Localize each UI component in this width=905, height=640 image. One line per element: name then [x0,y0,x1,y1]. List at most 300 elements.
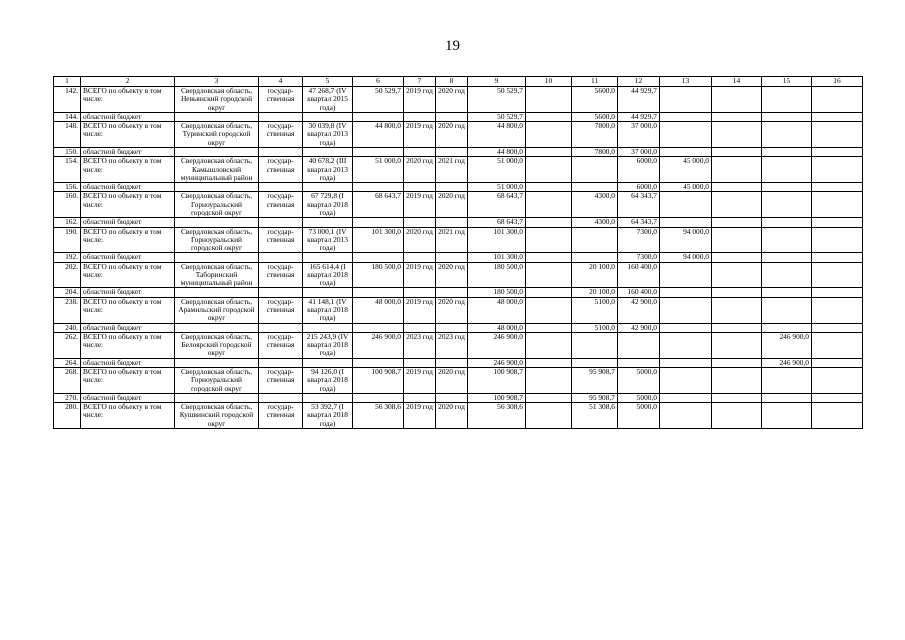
table-cell [303,288,353,297]
table-cell [812,288,863,297]
table-cell [812,358,863,367]
table-cell [660,192,712,218]
object-row [54,368,863,394]
table-cell: 2019 год [404,87,436,113]
table-cell: 7300,0 [618,227,660,253]
table-cell [812,192,863,218]
table-cell [712,87,762,113]
table-cell: 50 529,7 [353,87,404,113]
object-row [54,332,863,358]
table-cell: 2020 год [436,87,468,113]
table-cell [572,253,618,262]
table-cell: 2019 год [404,403,436,429]
table-cell [762,147,812,156]
table-cell: 94 000,0 [660,253,712,262]
object-row [54,403,863,429]
table-cell: Свердловская область, Белоярский городской округ [175,332,259,358]
table-cell [303,358,353,367]
table-cell: 142. [54,87,81,113]
table-cell [175,112,259,121]
table-cell [526,253,572,262]
table-cell [526,183,572,192]
table-cell: 48 000,0 [468,297,526,323]
object-row [54,227,863,253]
table-cell: 45 000,0 [660,183,712,192]
table-cell [812,112,863,121]
table-cell [436,112,468,121]
table-cell [526,112,572,121]
table-cell [175,183,259,192]
table-cell: 48 000,0 [468,323,526,332]
table-cell: 156. [54,183,81,192]
table-cell: государ-ственная [259,122,303,148]
table-cell [259,393,303,402]
column-number: 14 [712,77,762,87]
table-cell [572,332,618,358]
table-cell: областной бюджет [81,112,175,121]
table-cell: 264. [54,358,81,367]
column-number: 16 [812,77,863,87]
table-cell: 48 000,0 [353,297,404,323]
table-cell: 44 929,7 [618,87,660,113]
table-cell: 2020 год [436,403,468,429]
budget-row [54,358,863,367]
column-number: 7 [404,77,436,87]
table-cell: 5100,0 [572,297,618,323]
table-cell: областной бюджет [81,393,175,402]
table-cell: 160 400,0 [618,288,660,297]
table-cell: 238. [54,297,81,323]
table-cell [762,157,812,183]
budget-row [54,147,863,156]
budget-row [54,323,863,332]
table-cell: 246 900,0 [762,332,812,358]
table-cell [812,218,863,227]
table-cell [762,112,812,121]
table-cell: областной бюджет [81,323,175,332]
column-number: 8 [436,77,468,87]
table-cell: 64 343,7 [618,218,660,227]
column-number: 9 [468,77,526,87]
table-cell [526,358,572,367]
table-cell [259,183,303,192]
table-cell: Свердловская область, Горноуральский городской округ [175,192,259,218]
table-cell [404,112,436,121]
table-cell: 190. [54,227,81,253]
budget-row [54,183,863,192]
table-cell [660,262,712,288]
table-cell: 56 308,6 [468,403,526,429]
table-cell: 7300,0 [618,253,660,262]
table-cell [303,393,353,402]
table-cell [812,157,863,183]
table-cell [712,183,762,192]
table-cell [812,262,863,288]
table-cell [436,288,468,297]
column-number: 6 [353,77,404,87]
table-cell: государ-ственная [259,262,303,288]
table-cell [175,393,259,402]
column-number: 15 [762,77,812,87]
table-cell: 44 929,7 [618,112,660,121]
table-cell [660,323,712,332]
table-cell: 160. [54,192,81,218]
table-cell: 180 500,0 [353,262,404,288]
table-cell: ВСЕГО по объекту в том числе: [81,227,175,253]
table-cell [572,227,618,253]
table-cell [526,403,572,429]
table-cell [712,157,762,183]
table-cell: 4300,0 [572,192,618,218]
table-cell [572,183,618,192]
table-cell [404,358,436,367]
table-cell: 68 643,7 [353,192,404,218]
budget-row [54,112,863,121]
table-cell [712,323,762,332]
table-cell: 5100,0 [572,323,618,332]
table-cell [660,358,712,367]
table-cell: 148. [54,122,81,148]
table-cell: 2019 год [404,192,436,218]
table-cell: 162. [54,218,81,227]
table-cell [812,332,863,358]
column-number: 11 [572,77,618,87]
table-cell: 2019 год [404,297,436,323]
table-cell [762,323,812,332]
table-cell: 101 300,0 [468,227,526,253]
table-cell [660,368,712,394]
table-cell: Свердловская область, Кушвинский городской округ [175,403,259,429]
table-cell: Свердловская область, Невьянский городской округ [175,87,259,113]
table-cell [526,157,572,183]
table-cell: 40 678,2 (III квартал 2013 года) [303,157,353,183]
table-cell [436,218,468,227]
table-cell [660,403,712,429]
table-cell [812,253,863,262]
table-cell [712,227,762,253]
table-cell [572,358,618,367]
table-cell: 180 500,0 [468,288,526,297]
table-cell: 50 529,7 [468,112,526,121]
table-cell: 4300,0 [572,218,618,227]
table-cell: 2023 год [436,332,468,358]
table-cell [812,122,863,148]
table-cell [762,288,812,297]
table-cell: областной бюджет [81,288,175,297]
table-cell: 101 300,0 [468,253,526,262]
table-cell [353,358,404,367]
table-cell: 5600,0 [572,112,618,121]
table-cell: 51 000,0 [468,157,526,183]
table-cell: 165 614,4 (I квартал 2018 года) [303,262,353,288]
table-cell: ВСЕГО по объекту в том числе: [81,157,175,183]
table-cell [303,218,353,227]
table-cell: 7800,0 [572,122,618,148]
table-cell [526,297,572,323]
table-cell [572,157,618,183]
table-cell [526,332,572,358]
table-cell: 215 243,9 (IV квартал 2018 года) [303,332,353,358]
table-cell: ВСЕГО по объекту в том числе: [81,297,175,323]
table-cell: 2019 год [404,122,436,148]
table-cell [762,393,812,402]
table-cell: 246 900,0 [353,332,404,358]
table-cell [812,393,863,402]
table-cell [712,332,762,358]
table-cell [660,218,712,227]
table-cell [762,262,812,288]
table-cell: государ-ственная [259,227,303,253]
table-cell: 262. [54,332,81,358]
budget-row [54,218,863,227]
table-cell [660,87,712,113]
table-cell: 204. [54,288,81,297]
table-cell [404,218,436,227]
table-cell: 42 900,0 [618,323,660,332]
table-cell: 246 900,0 [762,358,812,367]
table-cell: 30 039,8 (IV квартал 2013 года) [303,122,353,148]
table-cell: 2020 год [436,297,468,323]
table-cell [303,147,353,156]
table-cell [259,112,303,121]
table-cell: государ-ственная [259,192,303,218]
table-cell [812,297,863,323]
table-cell [303,253,353,262]
table-cell: 56 308,6 [353,403,404,429]
table-cell [259,253,303,262]
column-number: 4 [259,77,303,87]
table-cell [436,358,468,367]
table-cell: 51 000,0 [468,183,526,192]
table-cell: ВСЕГО по объекту в том числе: [81,122,175,148]
table-cell: 64 343,7 [618,192,660,218]
table-cell: 100 908,7 [468,368,526,394]
table-cell [175,218,259,227]
table-cell: 51 000,0 [353,157,404,183]
budget-row [54,393,863,402]
table-cell: государ-ственная [259,332,303,358]
table-cell: государ-ственная [259,87,303,113]
object-row [54,87,863,113]
table-cell [436,253,468,262]
table-cell [353,393,404,402]
column-number: 3 [175,77,259,87]
table-cell [660,122,712,148]
table-cell [526,368,572,394]
table-cell [259,147,303,156]
table-cell: 5000,0 [618,403,660,429]
table-cell [175,288,259,297]
table-cell: 2020 год [436,262,468,288]
object-row [54,192,863,218]
table-cell [712,403,762,429]
table-cell: 2023 год [404,332,436,358]
table-cell [175,253,259,262]
table-cell: областной бюджет [81,253,175,262]
table-cell: 150. [54,147,81,156]
table-cell [436,323,468,332]
table-cell [712,122,762,148]
table-cell: государ-ственная [259,368,303,394]
column-number-row [54,77,863,87]
table-cell [712,112,762,121]
table-cell [353,253,404,262]
table-cell: 2019 год [404,368,436,394]
table-cell [712,297,762,323]
table-cell [259,218,303,227]
table-cell [660,332,712,358]
table-cell [436,183,468,192]
table-cell: 101 300,0 [353,227,404,253]
table-cell: областной бюджет [81,218,175,227]
table-cell: Свердловская область, Горноуральский городской округ [175,227,259,253]
table-cell: 44 800,0 [468,122,526,148]
investment-objects-table [53,76,863,429]
table-cell: 240. [54,323,81,332]
table-cell [404,323,436,332]
column-number: 10 [526,77,572,87]
table-cell: 202. [54,262,81,288]
table-cell: 95 908,7 [572,393,618,402]
table-cell: 45 000,0 [660,157,712,183]
object-row [54,122,863,148]
table-cell [712,358,762,367]
table-cell [660,288,712,297]
table-cell [436,393,468,402]
table-cell [404,393,436,402]
table-cell: 246 900,0 [468,332,526,358]
table-cell: 2020 год [404,157,436,183]
table-cell: 94 000,0 [660,227,712,253]
table-cell: 100 908,7 [353,368,404,394]
table-cell [712,393,762,402]
table-cell [175,358,259,367]
table-cell: 100 908,7 [468,393,526,402]
table-cell [712,147,762,156]
table-cell [762,122,812,148]
table-cell: областной бюджет [81,183,175,192]
table-cell [303,323,353,332]
table-cell [712,288,762,297]
table-cell [526,393,572,402]
table-cell [353,147,404,156]
table-cell: государ-ственная [259,403,303,429]
table-cell: 44 800,0 [468,147,526,156]
table-cell: ВСЕГО по объекту в том числе: [81,262,175,288]
table-cell: 68 643,7 [468,218,526,227]
table-cell: 270. [54,393,81,402]
table-cell: 2020 год [436,122,468,148]
column-number: 5 [303,77,353,87]
table-cell: 2019 год [404,262,436,288]
table-cell: ВСЕГО по объекту в том числе: [81,403,175,429]
table-cell [660,393,712,402]
table-cell: Свердловская область, Горноуральский городской округ [175,368,259,394]
table-cell: 268. [54,368,81,394]
table-cell: 53 392,7 (I квартал 2018 года) [303,403,353,429]
table-cell [526,323,572,332]
table-cell: 192. [54,253,81,262]
table-cell: Свердловская область, Таборинский муниципальный район [175,262,259,288]
table-cell [660,112,712,121]
table-cell: 6000,0 [618,157,660,183]
table-cell [812,368,863,394]
table-cell [660,297,712,323]
table-cell [404,183,436,192]
table-cell: 160 400,0 [618,262,660,288]
table-cell [812,227,863,253]
table-cell [404,288,436,297]
table-cell [259,358,303,367]
table-cell: 37 000,0 [618,122,660,148]
table-cell [526,87,572,113]
table-cell: 2020 год [436,192,468,218]
table-cell: 2021 год [436,157,468,183]
table-cell: 42 900,0 [618,297,660,323]
object-row [54,297,863,323]
table-cell: 2021 год [436,227,468,253]
table-cell [762,253,812,262]
table-cell [762,403,812,429]
table-cell: Свердловская область, Туринский городской округ [175,122,259,148]
table-cell: 2020 год [436,368,468,394]
table-cell [762,297,812,323]
table-cell [303,112,353,121]
table-cell [812,147,863,156]
table-cell [618,358,660,367]
table-cell: 20 100,0 [572,288,618,297]
table-cell: государ-ственная [259,297,303,323]
table-cell: 280. [54,403,81,429]
table-cell [812,87,863,113]
table-cell [762,368,812,394]
table-cell [762,183,812,192]
table-cell: ВСЕГО по объекту в том числе: [81,87,175,113]
table-cell [712,262,762,288]
table-cell [436,147,468,156]
budget-row [54,253,863,262]
column-number: 12 [618,77,660,87]
table-cell [526,227,572,253]
table-cell [353,218,404,227]
table-cell [618,332,660,358]
column-number: 1 [54,77,81,87]
table-cell: 68 643,7 [468,192,526,218]
table-cell: 50 529,7 [468,87,526,113]
column-number: 2 [81,77,175,87]
table-cell [762,218,812,227]
table-cell: 67 729,8 (I квартал 2018 года) [303,192,353,218]
table-cell: областной бюджет [81,147,175,156]
table-cell: 5000,0 [618,393,660,402]
table-cell [353,323,404,332]
table-cell [712,253,762,262]
table-cell [353,288,404,297]
table-cell [812,183,863,192]
table-cell [404,147,436,156]
table-cell: государ-ственная [259,157,303,183]
table-cell: 6000,0 [618,183,660,192]
table-cell: 41 148,1 (IV квартал 2018 года) [303,297,353,323]
table-cell [526,262,572,288]
table-cell: 73 000,1 (IV квартал 2013 года) [303,227,353,253]
table-cell [259,323,303,332]
table-cell [526,192,572,218]
table-cell: 51 308,6 [572,403,618,429]
object-row [54,262,863,288]
table-cell [660,147,712,156]
table-cell: 44 800,0 [353,122,404,148]
